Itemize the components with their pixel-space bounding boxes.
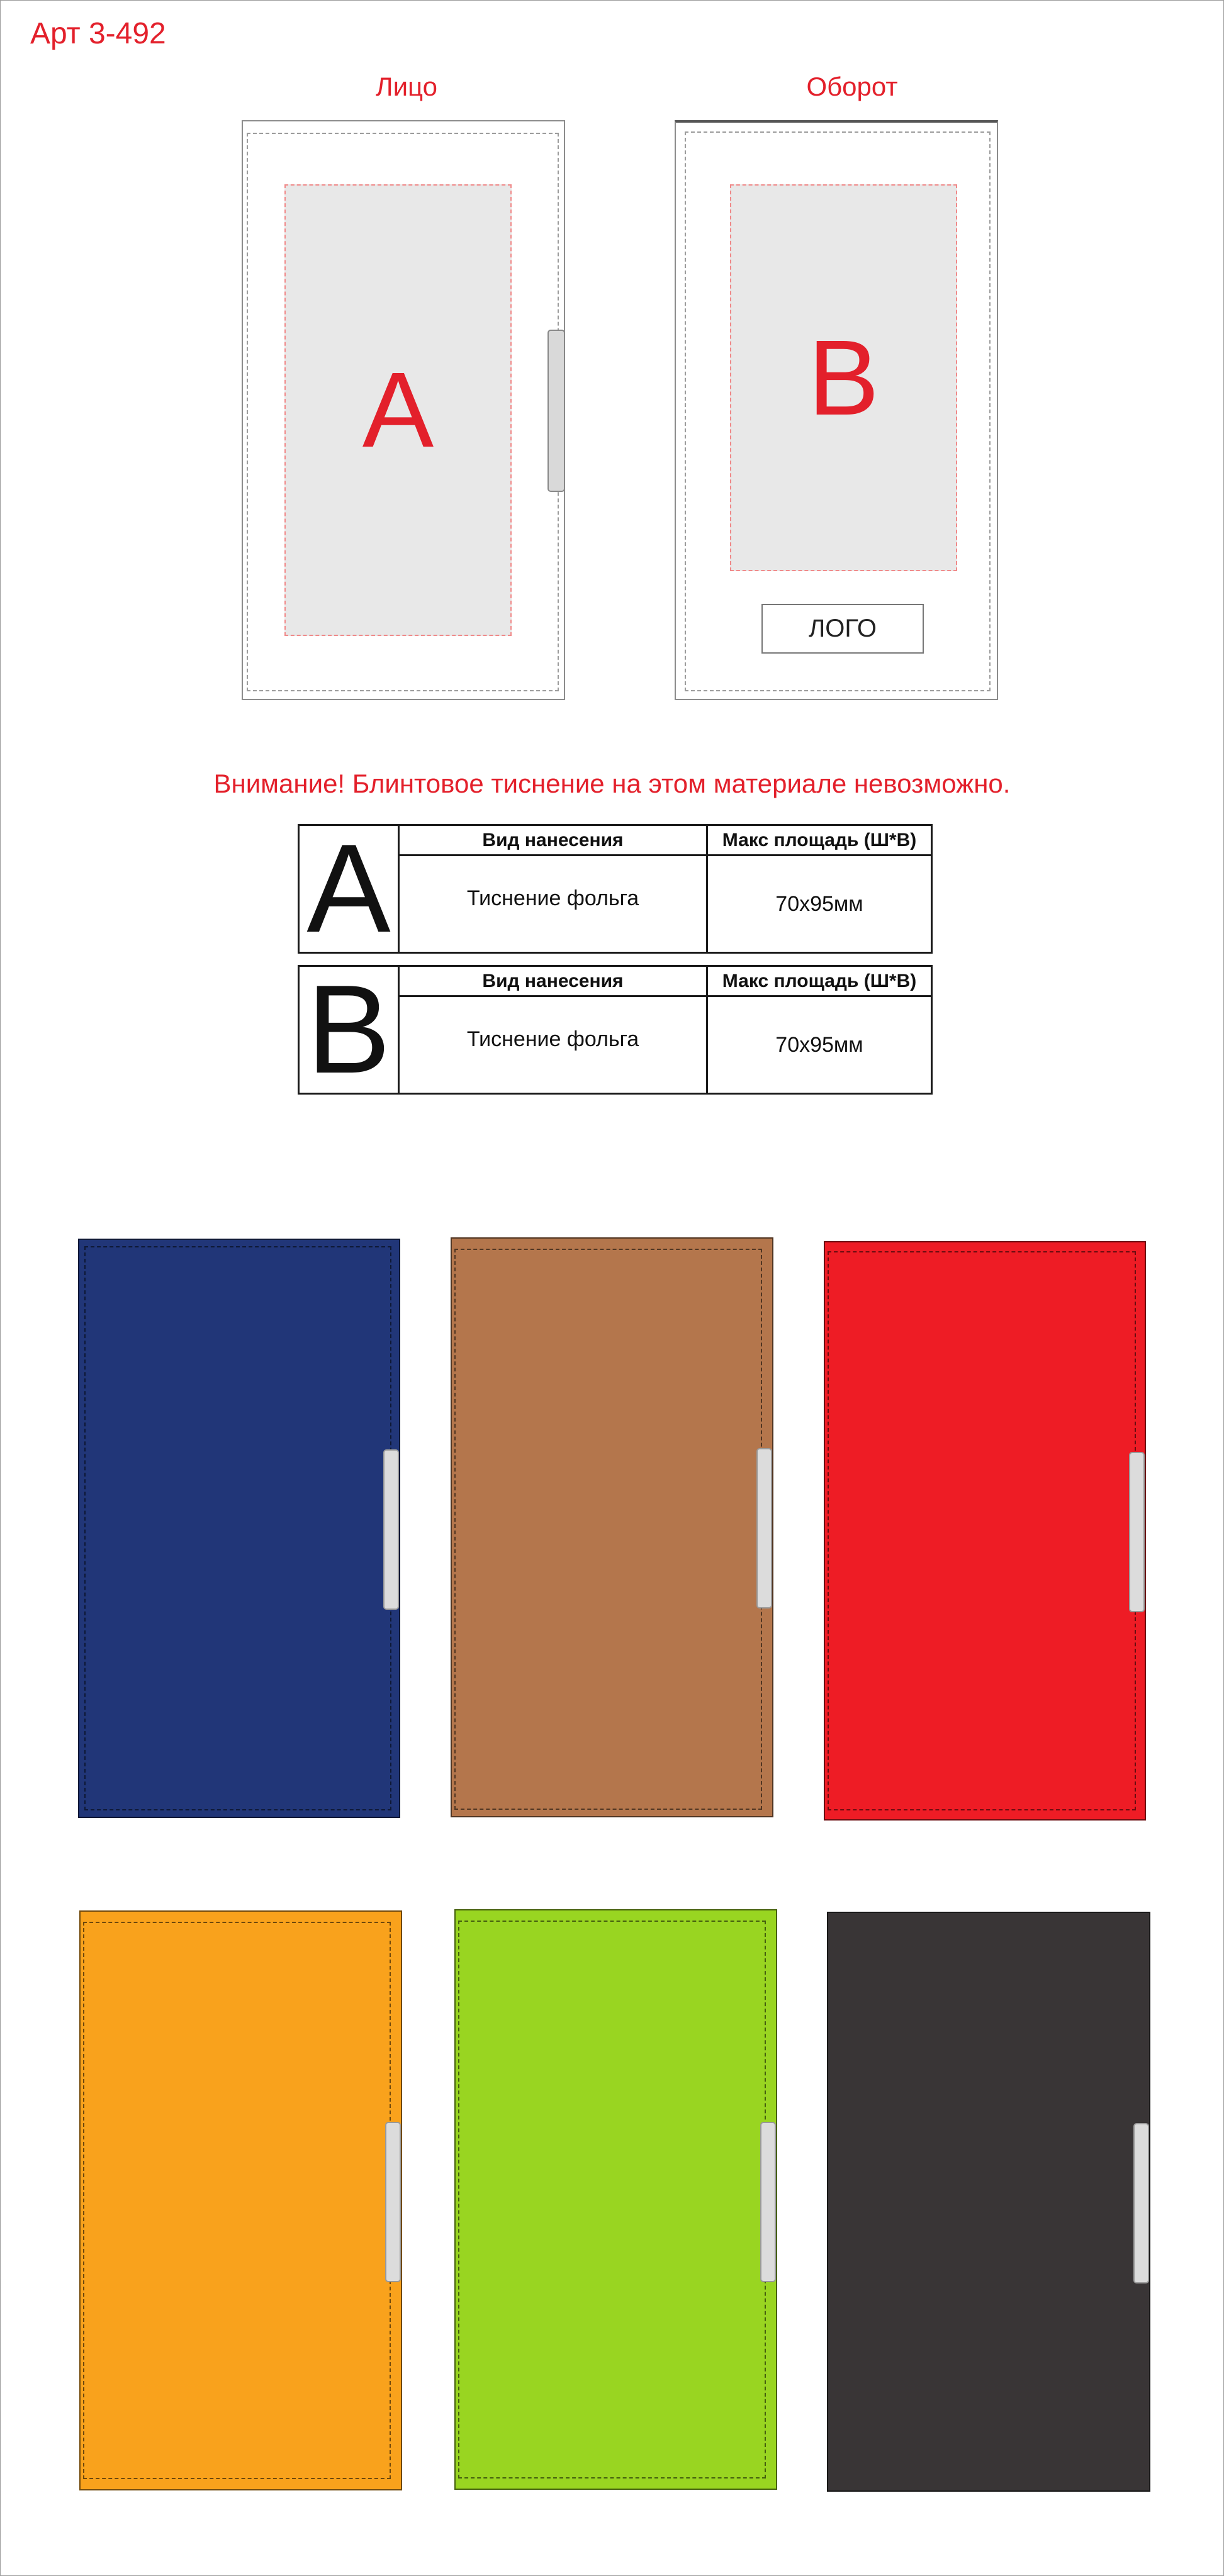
back-print-zone bbox=[730, 184, 957, 571]
back-panel bbox=[675, 120, 998, 700]
method-value: Тиснение фольга bbox=[399, 856, 707, 953]
front-print-zone bbox=[284, 184, 512, 636]
spec-letter-b: B bbox=[299, 966, 399, 1094]
back-side-label: Оборот bbox=[806, 72, 898, 101]
cover-swatch-green bbox=[454, 1909, 777, 2490]
area-header: Макс площадь (Ш*В) bbox=[707, 825, 932, 856]
spec-table-b bbox=[298, 959, 933, 1100]
spec-table-a bbox=[298, 818, 933, 959]
cover-swatch-red bbox=[824, 1241, 1146, 1820]
warning-text: Внимание! Блинтовое тиснение на этом материале невозможно. bbox=[213, 769, 1011, 798]
method-header: Вид нанесения bbox=[399, 966, 707, 996]
spec-letter-a: A bbox=[299, 825, 399, 953]
cover-swatch-brown bbox=[451, 1237, 773, 1817]
cover-swatch-orange bbox=[79, 1910, 402, 2490]
cover-swatch-black bbox=[827, 1912, 1150, 2492]
zone-letter-a: A bbox=[362, 350, 434, 470]
method-value: Тиснение фольга bbox=[399, 996, 707, 1094]
method-header: Вид нанесения bbox=[399, 825, 707, 856]
logo-box: ЛОГО bbox=[761, 604, 924, 654]
area-value: 70х95мм bbox=[707, 856, 932, 953]
front-side-label: Лицо bbox=[376, 72, 437, 101]
front-panel bbox=[242, 120, 565, 700]
cover-swatch-blue bbox=[78, 1239, 400, 1818]
page-title: Арт 3-492 bbox=[30, 17, 166, 50]
clasp-tab bbox=[547, 330, 565, 492]
zone-letter-b: B bbox=[807, 318, 880, 438]
area-header: Макс площадь (Ш*В) bbox=[707, 966, 932, 996]
area-value: 70х95мм bbox=[707, 996, 932, 1094]
